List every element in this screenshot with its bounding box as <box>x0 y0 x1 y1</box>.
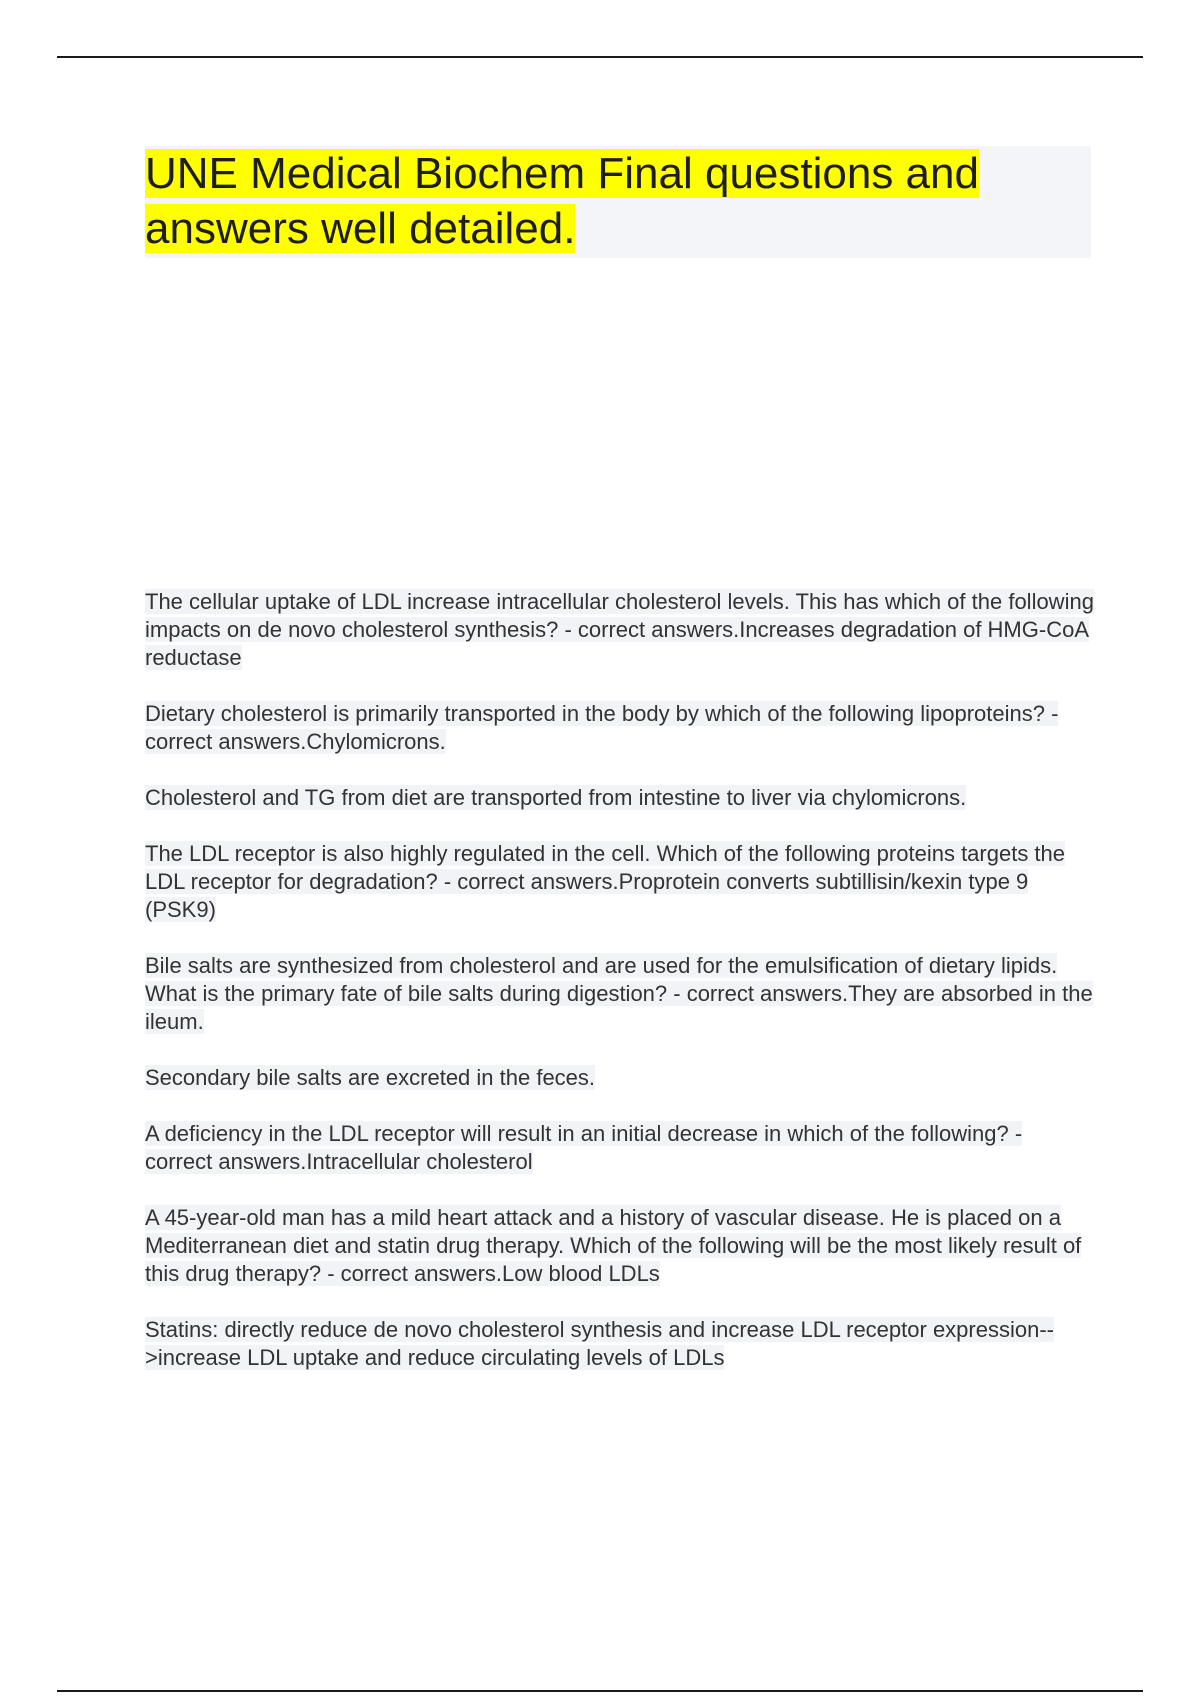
footer-rule <box>57 1690 1143 1692</box>
paragraph-text: A deficiency in the LDL receptor will result in an initial decrease in which of the following? - correct answers.Intracellular cholesterol <box>145 1121 1023 1174</box>
header-rule <box>57 56 1143 58</box>
qa-paragraph-6 <box>145 1064 1095 1092</box>
qa-paragraph-7 <box>145 1120 1095 1176</box>
paragraph-text: Cholesterol and TG from diet are transported from intestine to liver via chylomicrons. <box>145 785 967 810</box>
title-block <box>145 146 1091 258</box>
paragraph-text: The LDL receptor is also highly regulated in the cell. Which of the following proteins targets the LDL receptor for degradation? - correct answers.Proprotein converts subtillisin/kexin type 9 (PSK9) <box>145 841 1066 922</box>
qa-paragraph-4 <box>145 840 1095 924</box>
paragraph-text: A 45-year-old man has a mild heart attack and a history of vascular disease. He is placed on a Mediterranean diet and statin drug therapy. Which of the following will be the most likely result of this drug therapy? - correct answers.Low blood LDLs <box>145 1205 1082 1286</box>
document-title <box>145 146 1091 256</box>
paragraph-text: Bile salts are synthesized from cholesterol and are used for the emulsification of dietary lipids. What is the primary fate of bile salts during digestion? - correct answers.They are absorbed in the ileum. <box>145 953 1093 1034</box>
paragraph-text: Dietary cholesterol is primarily transported in the body by which of the following lipoproteins? - correct answers.Chylomicrons. <box>145 701 1059 754</box>
paragraph-text: The cellular uptake of LDL increase intracellular cholesterol levels. This has which of the following impacts on de novo cholesterol synthesis? - correct answers.Increases degradation of HMG-CoA reductase <box>145 589 1094 670</box>
qa-paragraph-5 <box>145 952 1095 1036</box>
paragraph-text: Statins: directly reduce de novo cholesterol synthesis and increase LDL receptor expression-->increase LDL uptake and reduce circulating levels of LDLs <box>145 1317 1054 1370</box>
qa-paragraph-1 <box>145 588 1095 672</box>
qa-paragraph-8 <box>145 1204 1095 1288</box>
paragraph-text: Secondary bile salts are excreted in the feces. <box>145 1065 596 1090</box>
qa-paragraph-9 <box>145 1316 1095 1372</box>
qa-content <box>145 588 1095 1400</box>
qa-paragraph-3 <box>145 784 1095 812</box>
title-highlight: UNE Medical Biochem Final questions and answers well detailed. <box>145 149 979 253</box>
qa-paragraph-2 <box>145 700 1095 756</box>
